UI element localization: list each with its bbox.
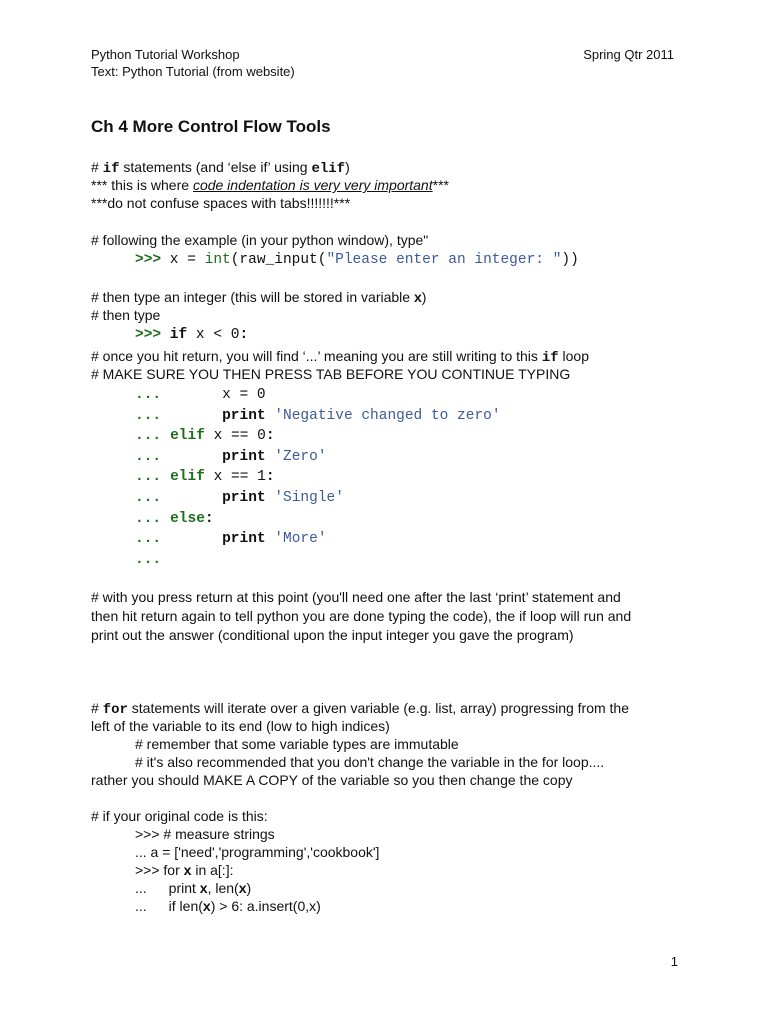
example-line-5: ... if len(x) > 6: a.insert(0,x) [135,898,321,914]
follow-example-line: # following the example (in your python window), type" [91,232,429,248]
copy-recommendation: # it's also recommended that you don't change the variable in the for loop.... [135,754,605,770]
code-line: ... [135,551,162,568]
example-line-3: >>> for x in a[:]: [135,862,234,878]
after-code-line-3: print out the answer (conditional upon the input integer you gave the program) [91,627,574,643]
raw-input-command: >>> x = int(raw_input("Please enter an integer: ")) [135,252,579,268]
then-type-line: # then type [91,307,161,323]
for-intro-line: # for statements will iterate over a given variable (e.g. list, array) progressing from the [91,700,630,718]
header-text-source: Text: Python Tutorial (from website) [91,64,295,79]
type-integer-line: # then type an integer (this will be stored in variable x) [91,289,427,305]
code-line: ... elif x == 1: [135,469,275,486]
code-line: ... else: [135,510,214,527]
code-line: ... elif x == 0: [135,428,275,445]
for-intro-line-2: left of the variable to its end (low to high indices) [91,718,390,734]
tabs-warning: ***do not confuse spaces with tabs!!!!!!!*** [91,195,351,211]
after-code-line-1: # with you press return at this point (you'll need one after the last ‘print’ statement and [91,589,621,605]
continuation-note: # once you hit return, you will find ‘...’ meaning you are still writing to this if loop [91,348,589,366]
immutable-note: # remember that some variable types are immutable [135,736,459,752]
code-line: ... print 'Single' [135,489,344,506]
example-line-4: ... print x, len(x) [135,880,252,896]
page-title: Ch 4 More Control Flow Tools [91,117,331,136]
press-tab-note: # MAKE SURE YOU THEN PRESS TAB BEFORE YOU CONTINUE TYPING [91,366,571,382]
if-intro-line: # if statements (and ‘else if’ using elif) [91,159,350,177]
code-block [135,385,501,570]
original-code-intro: # if your original code is this: [91,808,268,824]
page-number: 1 [670,954,678,969]
example-line-1: >>> # measure strings [135,826,275,842]
code-line: ... print 'Negative changed to zero' [135,407,501,424]
code-line: ... print 'More' [135,531,327,548]
header-course: Python Tutorial Workshop [91,47,240,62]
code-line: ... print 'Zero' [135,448,327,465]
make-copy-note: rather you should MAKE A COPY of the variable so you then change the copy [91,772,573,788]
indentation-warning: *** this is where code indentation is very very important*** [91,177,449,193]
if-command: >>> if x < 0: [135,327,249,343]
after-code-line-2: then hit return again to tell python you are done typing the code), the if loop will run and [91,608,632,624]
example-line-2: ... a = ['need','programming','cookbook'] [135,844,380,860]
code-line: ... x = 0 [135,387,266,403]
header-term: Spring Qtr 2011 [583,47,674,62]
